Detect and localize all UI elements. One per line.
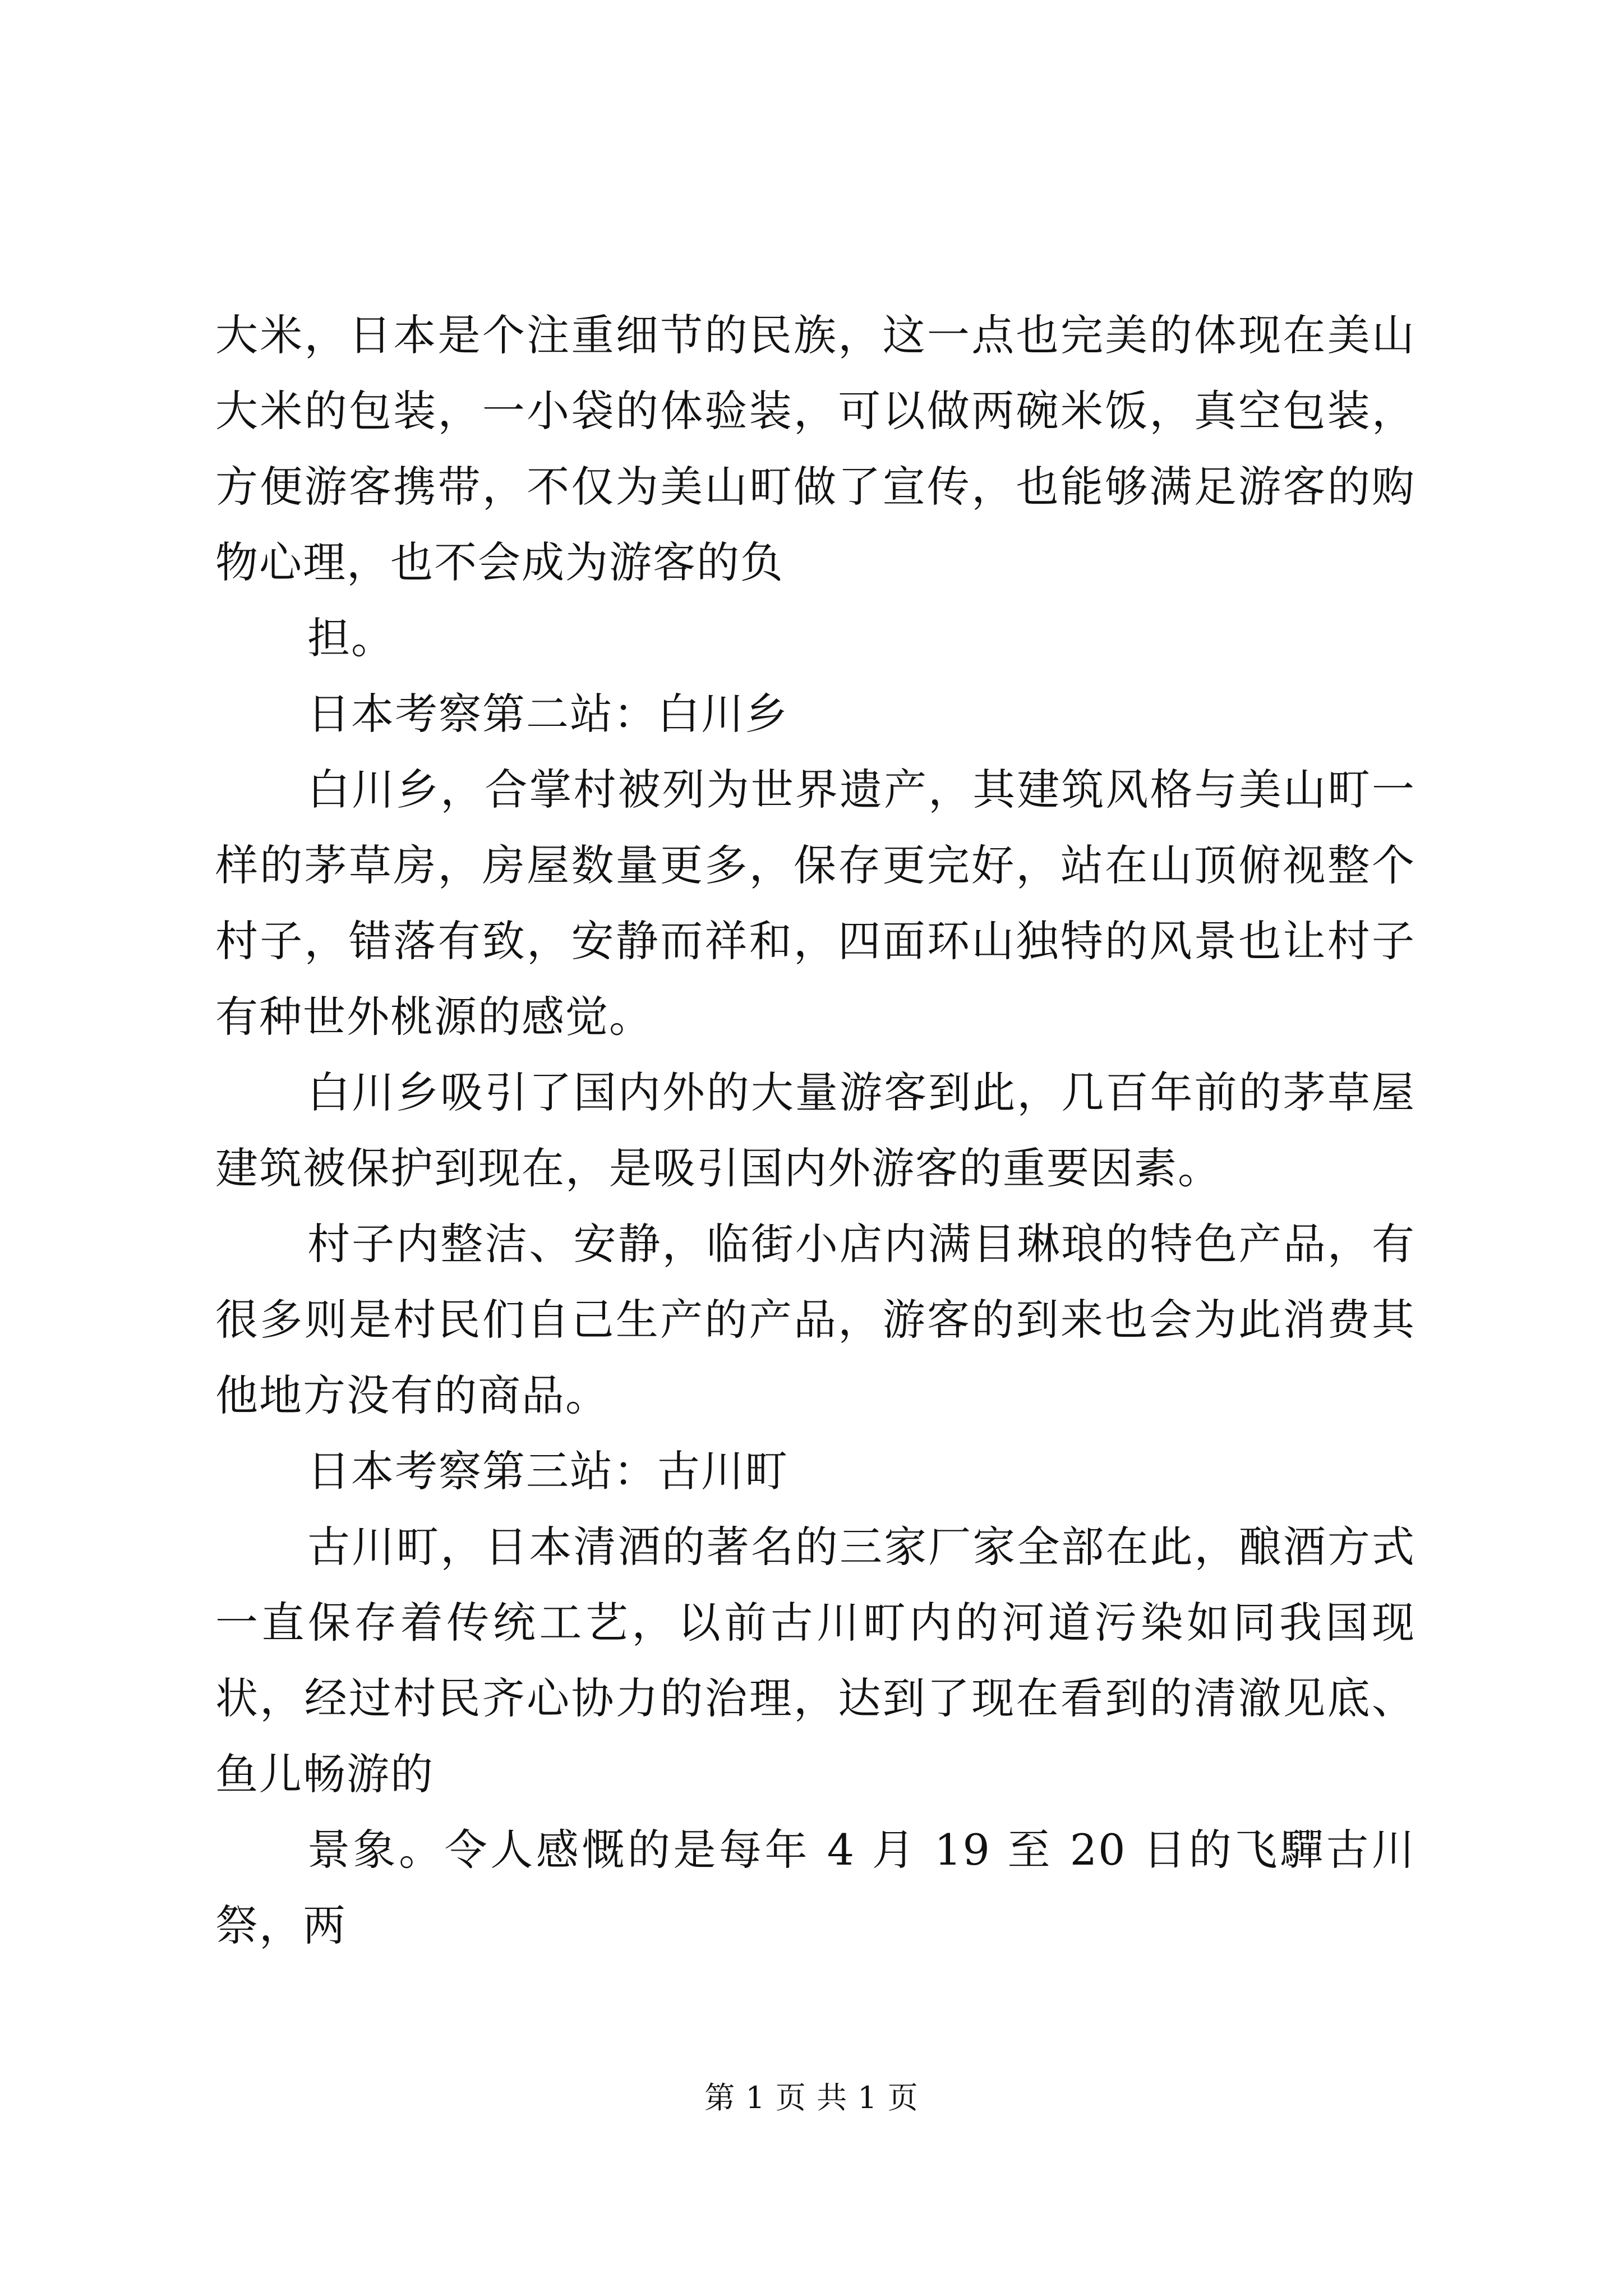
paragraph-shirakawa-intro: 白川乡，合掌村被列为世界遗产，其建筑风格与美山町一样的茅草房，房屋数量更多，保存更完好，站在山顶俯视整个村子，错落有致，安静而祥和，四面环山独特的风景也让村子有种世外桃源的感觉。 <box>215 765 1415 1042</box>
section-heading-furukawa: 日本考察第三站：古川町 <box>307 1446 789 1496</box>
document-body <box>215 297 1415 1963</box>
page-number-footer: 第 1 页 共 1 页 <box>704 2080 919 2115</box>
paragraph-furukawa-intro: 古川町，日本清酒的著名的三家厂家全部在此，酿酒方式一直保存着传统工艺，以前古川町内的河道污染如同我国现状，经过村民齐心协力的治理，达到了现在看到的清澈见底、鱼儿畅游的 <box>215 1522 1415 1799</box>
paragraph-furukawa-festival: 景象。令人感慨的是每年 4 月 19 至 20 日的飞驒古川祭，两 <box>215 1825 1415 1950</box>
paragraph-continuation: 大米，日本是个注重细节的民族，这一点也完美的体现在美山大米的包装，一小袋的体验装，可以做两碗米饭，真空包装，方便游客携带，不仅为美山町做了宣传，也能够满足游客的购物心理，也不会成为游客的负 <box>215 310 1415 587</box>
paragraph-shirakawa-shops: 村子内整洁、安静，临街小店内满目琳琅的特色产品，有很多则是村民们自己生产的产品，游客的到来也会为此消费其他地方没有的商品。 <box>215 1219 1415 1420</box>
paragraph-continuation-end: 担。 <box>307 613 395 663</box>
paragraph-shirakawa-tourists: 白川乡吸引了国内外的大量游客到此，几百年前的茅草屋建筑被保护到现在，是吸引国内外游客的重要因素。 <box>215 1068 1415 1193</box>
section-heading-shirakawa: 日本考察第二站：白川乡 <box>307 689 789 739</box>
